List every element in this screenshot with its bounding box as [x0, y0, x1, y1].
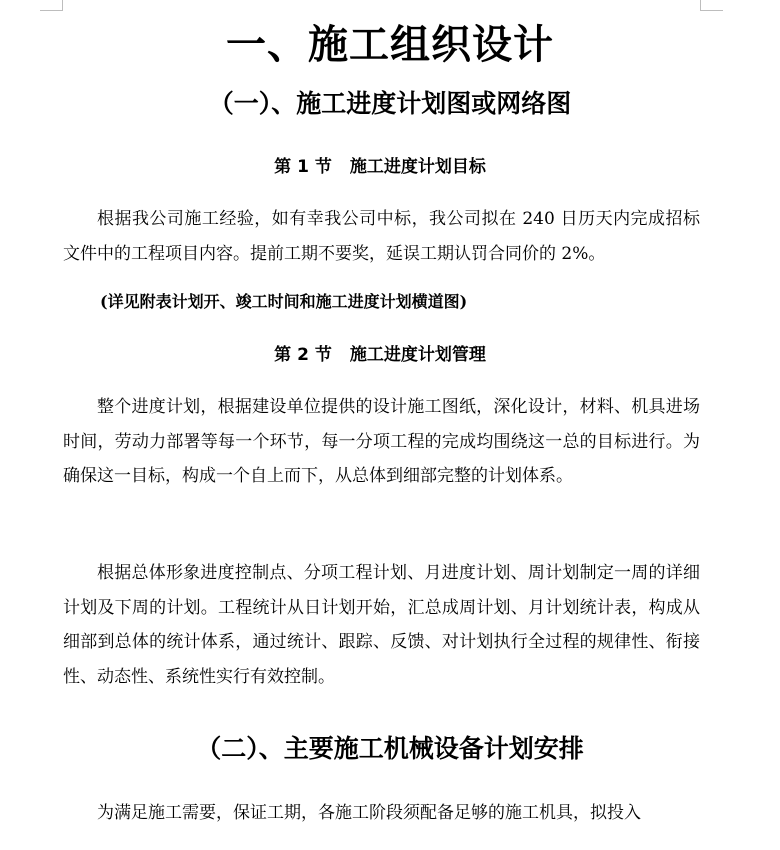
section-1-paragraph: 根据我公司施工经验，如有幸我公司中标，我公司拟在 240 日历天内完成招标文件中的工程项目内容。提前工期不要奖，延误工期认罚合同价的 2%。: [63, 209, 700, 264]
section-2-title: 施工进度计划管理: [349, 345, 486, 365]
section-2-paragraph-2: 根据总体形象进度控制点、分项工程计划、月进度计划、周计划制定一周的详细计划及下周的计划。工程统计从日计划开始，汇总成周计划、月计划统计表，构成从细部到总体的统计体系，通过统计、跟踪、反馈、对计划执行全过程的规律性、衔接性、动态性、系统性实行有效控制。: [63, 563, 700, 687]
document-title: 一、施工组织设计: [226, 22, 554, 68]
document-subtitle: （一）、施工进度计划图或网络图: [208, 89, 572, 118]
section-1-number: 第 1 节: [274, 157, 332, 177]
section-1-title: 施工进度计划目标: [349, 157, 486, 177]
heading-machinery-plan: （二）、主要施工机械设备计划安排: [196, 734, 584, 763]
page-corner-mark-left: [40, 0, 63, 11]
section-2-paragraph-1: 整个进度计划，根据建设单位提供的设计施工图纸，深化设计，材料、机具进场时间，劳动力部署等每一个环节，每一分项工程的完成均围绕这一总的目标进行。为确保这一目标，构成一个自上而下，从总体到细部完整的计划体系。: [63, 397, 700, 486]
section-1-heading: [0, 152, 760, 182]
page-corner-mark-right: [700, 0, 723, 11]
section-1-note: (详见附表计划开、竣工时间和施工进度计划横道图): [100, 292, 468, 311]
section-3-paragraph: 为满足施工需要，保证工期，各施工阶段须配备足够的施工机具，拟投入: [97, 803, 641, 823]
section-2-heading: [0, 340, 760, 370]
section-2-number: 第 2 节: [274, 345, 332, 365]
